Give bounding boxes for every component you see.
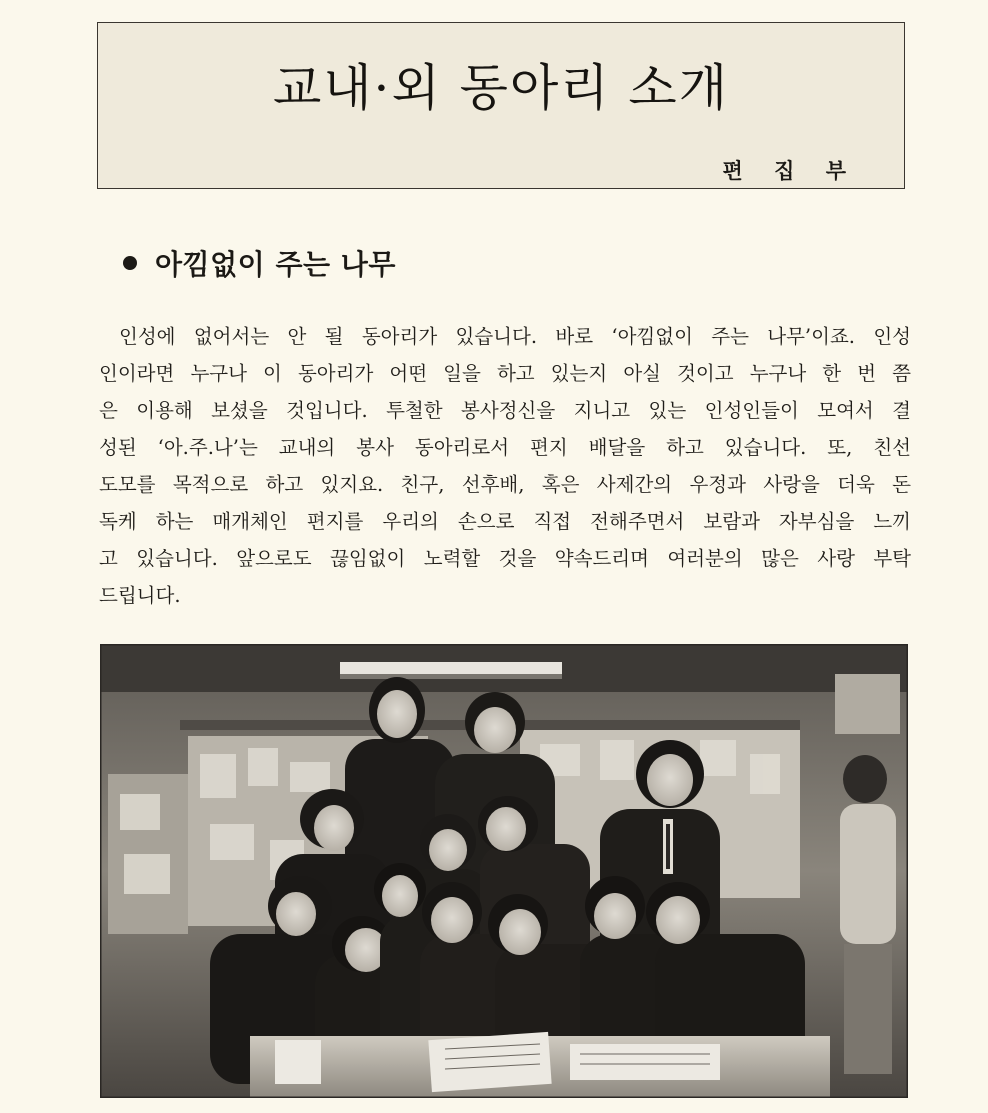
author-label: 편 집 부 [722, 159, 858, 183]
body-paragraph [99, 318, 911, 614]
body-line: 드립니다. [99, 584, 181, 607]
page-title: 교내·외 동아리 소개 [272, 59, 730, 117]
section-heading-text: 아낌없이 주는 나무 [155, 248, 396, 281]
filled-circle-bullet-icon [123, 256, 137, 270]
section-heading [123, 243, 396, 283]
body-line: 성된 ‘아.주.나’는 교내의 봉사 동아리로서 편지 배달을 하고 있습니다. 또, 친선 [99, 436, 911, 459]
body-line: 인성에 없어서는 안 될 동아리가 있습니다. 바로 ‘아낌없이 주는 나무’이죠. 인성 [119, 325, 911, 348]
group-photo-image [100, 644, 908, 1098]
title-box [97, 22, 905, 189]
body-line: 은 이용해 보셨을 것입니다. 투철한 봉사정신을 지니고 있는 인성인들이 모여서 결 [99, 399, 911, 422]
group-photo [100, 644, 908, 1098]
body-line: 고 있습니다. 앞으로도 끊임없이 노력할 것을 약속드리며 여러분의 많은 사랑 부탁 [99, 547, 911, 570]
body-line: 독케 하는 매개체인 편지를 우리의 손으로 직접 전해주면서 보람과 자부심을 느끼 [99, 510, 911, 533]
body-line: 도모를 목적으로 하고 있지요. 친구, 선후배, 혹은 사제간의 우정과 사랑을 더욱 돈 [99, 473, 911, 496]
body-line: 인이라면 누구나 이 동아리가 어떤 일을 하고 있는지 아실 것이고 누구나 한 번 쯤 [99, 362, 911, 385]
